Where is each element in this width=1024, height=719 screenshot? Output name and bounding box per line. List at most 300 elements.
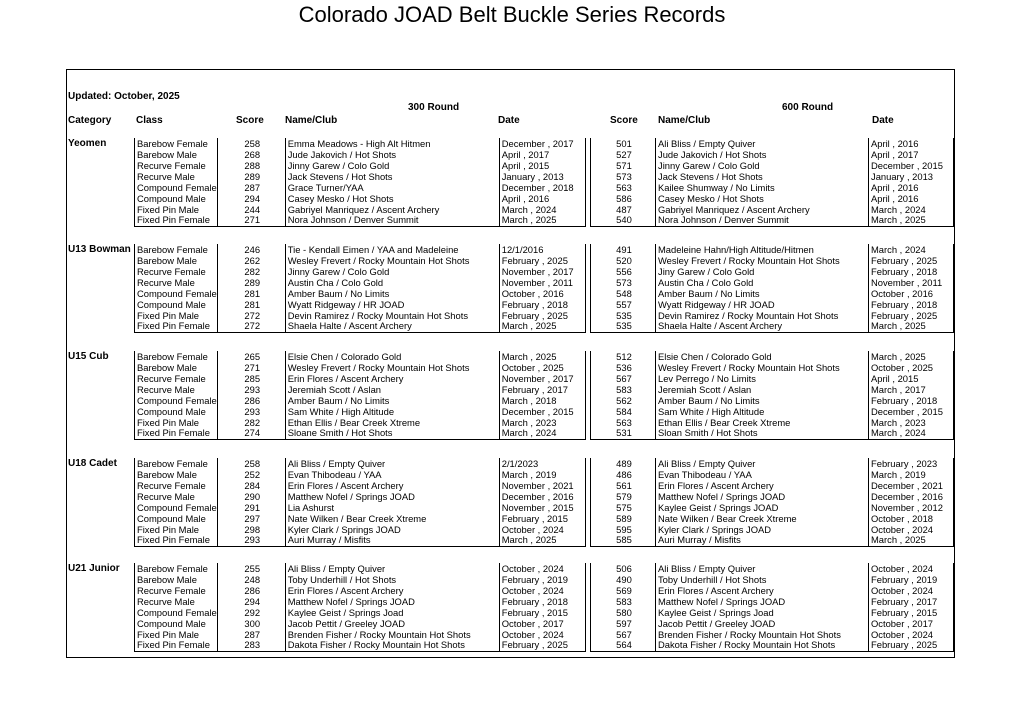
date-cell: March , 2025 — [499, 215, 585, 226]
name-club-cell: Toby Underhill / Hot Shots — [285, 574, 499, 585]
table-row — [135, 215, 586, 226]
score-cell: 575 — [591, 502, 656, 513]
class-cell: Compound Female — [135, 182, 218, 193]
table-row — [591, 255, 954, 266]
score-cell: 584 — [591, 406, 656, 417]
score-cell: 531 — [591, 428, 656, 439]
name-club-cell: Jude Jakovich / Hot Shots — [285, 149, 499, 160]
score-cell: 586 — [591, 193, 656, 204]
score-cell: 490 — [591, 574, 656, 585]
class-cell: Fixed Pin Female — [135, 215, 218, 226]
name-club-cell: Sloan Smith / Hot Shots — [656, 428, 869, 439]
table-row — [135, 244, 586, 255]
category-label: U21 Junior — [68, 563, 120, 574]
class-cell: Compound Male — [135, 406, 218, 417]
table-row — [591, 149, 954, 160]
name-club-cell: Casey Mesko / Hot Shots — [285, 193, 499, 204]
score-cell: 563 — [591, 417, 656, 428]
records-table-300 — [134, 138, 586, 227]
score-cell: 287 — [217, 182, 285, 193]
date-cell: October , 2017 — [499, 618, 585, 629]
class-cell: Compound Male — [135, 618, 218, 629]
score-cell: 265 — [217, 351, 285, 362]
date-cell: December , 2018 — [499, 182, 585, 193]
name-club-cell: Amber Baum / No Limits — [656, 395, 869, 406]
name-club-cell: Ali Bliss / Empty Quiver — [285, 458, 499, 469]
score-cell: 272 — [217, 321, 285, 332]
class-cell: Fixed Pin Male — [135, 417, 218, 428]
table-row — [135, 160, 586, 171]
date-cell: February , 2025 — [499, 640, 585, 651]
name-club-cell: Gabriyel Manriquez / Ascent Archery — [285, 204, 499, 215]
name-club-cell: Jack Stevens / Hot Shots — [656, 171, 869, 182]
name-club-cell: Jinny Garew / Colo Gold — [285, 160, 499, 171]
table-row — [591, 640, 954, 651]
name-club-cell: Wesley Frevert / Rocky Mountain Hot Shots — [285, 255, 499, 266]
date-cell: March , 2017 — [869, 384, 954, 395]
class-cell: Recurve Male — [135, 491, 218, 502]
table-row — [135, 288, 586, 299]
date-cell: April , 2017 — [499, 149, 585, 160]
date-cell: November , 2011 — [499, 277, 585, 288]
table-row — [591, 417, 954, 428]
score-cell: 536 — [591, 362, 656, 373]
table-row — [135, 596, 586, 607]
name-club-cell: Evan Thibodeau / YAA — [285, 469, 499, 480]
date-cell: March , 2024 — [869, 428, 954, 439]
date-cell: March , 2024 — [869, 244, 954, 255]
name-club-cell: Jacob Pettit / Greeley JOAD — [285, 618, 499, 629]
score-cell: 583 — [591, 384, 656, 395]
table-row — [591, 244, 954, 255]
header-name-300: Name/Club — [285, 115, 338, 126]
class-cell: Fixed Pin Female — [135, 321, 218, 332]
date-cell: March , 2025 — [869, 215, 954, 226]
table-row — [135, 640, 586, 651]
score-cell: 535 — [591, 310, 656, 321]
header-score-600: Score — [610, 115, 638, 126]
name-club-cell: Gabriyel Manriquez / Ascent Archery — [656, 204, 869, 215]
name-club-cell: Kailee Shumway / No Limits — [656, 182, 869, 193]
name-club-cell: Dakota Fisher / Rocky Mountain Hot Shots — [656, 640, 869, 651]
name-club-cell: Wesley Frevert / Rocky Mountain Hot Shots — [656, 255, 869, 266]
name-club-cell: Casey Mesko / Hot Shots — [656, 193, 869, 204]
score-cell: 268 — [217, 149, 285, 160]
name-club-cell: Nate Wilken / Bear Creek Xtreme — [656, 513, 869, 524]
class-cell: Recurve Male — [135, 384, 218, 395]
name-club-cell: Dakota Fisher / Rocky Mountain Hot Shots — [285, 640, 499, 651]
name-club-cell: Matthew Nofel / Springs JOAD — [656, 596, 869, 607]
score-cell: 289 — [217, 171, 285, 182]
name-club-cell: Emma Meadows - High Alt Hitmen — [285, 138, 499, 149]
table-row — [135, 171, 586, 182]
table-row — [135, 480, 586, 491]
score-cell: 288 — [217, 160, 285, 171]
table-row — [591, 469, 954, 480]
name-club-cell: Amber Baum / No Limits — [656, 288, 869, 299]
date-cell: January , 2013 — [499, 171, 585, 182]
name-club-cell: Erin Flores / Ascent Archery — [285, 373, 499, 384]
table-row — [591, 618, 954, 629]
date-cell: October , 2025 — [869, 362, 954, 373]
header-class: Class — [136, 115, 163, 126]
table-row — [591, 160, 954, 171]
records-table-600 — [590, 138, 954, 227]
score-cell: 491 — [591, 244, 656, 255]
date-cell: February , 2025 — [869, 310, 954, 321]
table-row — [591, 574, 954, 585]
date-cell: April , 2016 — [869, 193, 954, 204]
score-cell: 569 — [591, 585, 656, 596]
name-club-cell: Tie - Kendall Eimen / YAA and Madeleine — [285, 244, 499, 255]
name-club-cell: Kyler Clark / Springs JOAD — [656, 524, 869, 535]
score-cell: 274 — [217, 428, 285, 439]
score-cell: 597 — [591, 618, 656, 629]
class-cell: Fixed Pin Female — [135, 640, 218, 651]
score-cell: 290 — [217, 491, 285, 502]
score-cell: 244 — [217, 204, 285, 215]
date-cell: October , 2024 — [499, 585, 585, 596]
class-cell: Compound Male — [135, 299, 218, 310]
name-club-cell: Madeleine Hahn/High Altitude/Hitmen — [656, 244, 869, 255]
name-club-cell: Jacob Pettit / Greeley JOAD — [656, 618, 869, 629]
name-club-cell: Sam White / High Altitude — [285, 406, 499, 417]
date-cell: March , 2019 — [869, 469, 954, 480]
score-cell: 294 — [217, 193, 285, 204]
table-row — [135, 502, 586, 513]
score-cell: 252 — [217, 469, 285, 480]
score-cell: 571 — [591, 160, 656, 171]
date-cell: February , 2015 — [499, 607, 585, 618]
records-table-600 — [590, 244, 954, 333]
date-cell: March , 2024 — [869, 204, 954, 215]
table-row — [135, 138, 586, 149]
table-row — [591, 362, 954, 373]
table-row — [591, 563, 954, 574]
class-cell: Compound Female — [135, 502, 218, 513]
score-cell: 501 — [591, 138, 656, 149]
class-cell: Compound Male — [135, 193, 218, 204]
category-label: Yeomen — [68, 138, 107, 149]
date-cell: March , 2025 — [499, 321, 585, 332]
score-cell: 300 — [217, 618, 285, 629]
score-cell: 527 — [591, 149, 656, 160]
name-club-cell: Austin Cha / Colo Gold — [285, 277, 499, 288]
score-cell: 583 — [591, 596, 656, 607]
table-row — [135, 524, 586, 535]
name-club-cell: Sloane Smith / Hot Shots — [285, 428, 499, 439]
score-cell: 557 — [591, 299, 656, 310]
name-club-cell: Evan Thibodeau / YAA — [656, 469, 869, 480]
name-club-cell: Ali Bliss / Empty Quiver — [656, 138, 869, 149]
class-cell: Recurve Female — [135, 585, 218, 596]
table-row — [135, 321, 586, 332]
score-cell: 567 — [591, 373, 656, 384]
score-cell: 589 — [591, 513, 656, 524]
table-row — [135, 373, 586, 384]
score-cell: 564 — [591, 640, 656, 651]
name-club-cell: Devin Ramirez / Rocky Mountain Hot Shots — [656, 310, 869, 321]
class-cell: Fixed Pin Male — [135, 629, 218, 640]
score-cell: 283 — [217, 640, 285, 651]
table-row — [591, 171, 954, 182]
table-row — [591, 384, 954, 395]
date-cell: February , 2025 — [869, 640, 954, 651]
table-row — [135, 406, 586, 417]
table-row — [135, 585, 586, 596]
table-row — [135, 618, 586, 629]
score-cell: 258 — [217, 458, 285, 469]
class-cell: Fixed Pin Male — [135, 204, 218, 215]
date-cell: March , 2025 — [869, 535, 954, 546]
date-cell: October , 2024 — [869, 629, 954, 640]
name-club-cell: Ethan Ellis / Bear Creek Xtreme — [285, 417, 499, 428]
date-cell: April , 2017 — [869, 149, 954, 160]
table-row — [135, 417, 586, 428]
score-cell: 562 — [591, 395, 656, 406]
table-row — [591, 351, 954, 362]
date-cell: February , 2019 — [869, 574, 954, 585]
table-row — [591, 373, 954, 384]
category-label: U18 Cadet — [68, 458, 117, 469]
table-row — [135, 277, 586, 288]
table-row — [135, 362, 586, 373]
date-cell: October , 2025 — [499, 362, 585, 373]
name-club-cell: Wesley Frevert / Rocky Mountain Hot Shots — [285, 362, 499, 373]
score-cell: 535 — [591, 321, 656, 332]
table-row — [135, 491, 586, 502]
date-cell: November , 2021 — [499, 480, 585, 491]
table-row — [591, 266, 954, 277]
date-cell: February , 2018 — [499, 596, 585, 607]
table-row — [591, 182, 954, 193]
header-score-300: Score — [236, 115, 264, 126]
date-cell: February , 2025 — [499, 310, 585, 321]
name-club-cell: Brenden Fisher / Rocky Mountain Hot Shots — [285, 629, 499, 640]
name-club-cell: Nora Johnson / Denver Summit — [285, 215, 499, 226]
class-cell: Barebow Male — [135, 469, 218, 480]
score-cell: 298 — [217, 524, 285, 535]
score-cell: 556 — [591, 266, 656, 277]
class-cell: Recurve Male — [135, 171, 218, 182]
date-cell: April , 2015 — [499, 160, 585, 171]
class-cell: Barebow Male — [135, 362, 218, 373]
header-date-600: Date — [872, 115, 894, 126]
date-cell: December , 2021 — [869, 480, 954, 491]
date-cell: March , 2025 — [869, 321, 954, 332]
records-table-300 — [134, 351, 586, 440]
class-cell: Barebow Female — [135, 138, 218, 149]
score-cell: 540 — [591, 215, 656, 226]
name-club-cell: Amber Baum / No Limits — [285, 288, 499, 299]
name-club-cell: Kaylee Geist / Springs JOAD — [656, 502, 869, 513]
table-row — [591, 491, 954, 502]
score-cell: 563 — [591, 182, 656, 193]
updated-note: Updated: October, 2025 — [68, 91, 180, 102]
name-club-cell: Lia Ashurst — [285, 502, 499, 513]
score-cell: 573 — [591, 277, 656, 288]
name-club-cell: Matthew Nofel / Springs JOAD — [285, 491, 499, 502]
score-cell: 297 — [217, 513, 285, 524]
name-club-cell: Erin Flores / Ascent Archery — [285, 585, 499, 596]
class-cell: Compound Female — [135, 607, 218, 618]
class-cell: Barebow Male — [135, 255, 218, 266]
score-cell: 486 — [591, 469, 656, 480]
table-row — [591, 428, 954, 439]
name-club-cell: Ali Bliss / Empty Quiver — [285, 563, 499, 574]
records-table-600 — [590, 458, 954, 547]
name-club-cell: Grace Turner/YAA — [285, 182, 499, 193]
table-row — [591, 458, 954, 469]
name-club-cell: Shaela Halte / Ascent Archery — [285, 321, 499, 332]
score-cell: 246 — [217, 244, 285, 255]
name-club-cell: Ali Bliss / Empty Quiver — [656, 458, 869, 469]
date-cell: February , 2025 — [869, 255, 954, 266]
date-cell: November , 2015 — [499, 502, 585, 513]
table-row — [591, 502, 954, 513]
table-row — [591, 310, 954, 321]
name-club-cell: Matthew Nofel / Springs JOAD — [285, 596, 499, 607]
date-cell: October , 2017 — [869, 618, 954, 629]
name-club-cell: Erin Flores / Ascent Archery — [285, 480, 499, 491]
date-cell: February , 2018 — [869, 266, 954, 277]
table-row — [135, 193, 586, 204]
table-row — [135, 574, 586, 585]
date-cell: October , 2024 — [869, 524, 954, 535]
name-club-cell: Erin Flores / Ascent Archery — [656, 480, 869, 491]
table-row — [591, 596, 954, 607]
date-cell: February , 2015 — [869, 607, 954, 618]
table-row — [591, 629, 954, 640]
date-cell: February , 2018 — [499, 299, 585, 310]
date-cell: 2/1/2023 — [499, 458, 585, 469]
name-club-cell: Kaylee Geist / Springs Joad — [285, 607, 499, 618]
date-cell: October , 2024 — [869, 563, 954, 574]
name-club-cell: Brenden Fisher / Rocky Mountain Hot Shots — [656, 629, 869, 640]
date-cell: 12/1/2016 — [499, 244, 585, 255]
table-row — [591, 288, 954, 299]
date-cell: November , 2017 — [499, 266, 585, 277]
header-category: Category — [68, 115, 112, 126]
table-row — [135, 351, 586, 362]
score-cell: 255 — [217, 563, 285, 574]
date-cell: December , 2016 — [499, 491, 585, 502]
name-club-cell: Matthew Nofel / Springs JOAD — [656, 491, 869, 502]
name-club-cell: Kyler Clark / Springs JOAD — [285, 524, 499, 535]
date-cell: October , 2024 — [499, 524, 585, 535]
name-club-cell: Wyatt Ridgeway / HR JOAD — [285, 299, 499, 310]
score-cell: 285 — [217, 373, 285, 384]
table-row — [591, 204, 954, 215]
score-cell: 294 — [217, 596, 285, 607]
name-club-cell: Wesley Frevert / Rocky Mountain Hot Shots — [656, 362, 869, 373]
date-cell: March , 2025 — [869, 351, 954, 362]
class-cell: Fixed Pin Female — [135, 535, 218, 546]
table-row — [135, 607, 586, 618]
date-cell: February , 2015 — [499, 513, 585, 524]
date-cell: March , 2025 — [499, 351, 585, 362]
records-table-300 — [134, 244, 586, 333]
header-name-600: Name/Club — [658, 115, 711, 126]
score-cell: 506 — [591, 563, 656, 574]
name-club-cell: Jack Stevens / Hot Shots — [285, 171, 499, 182]
table-row — [135, 629, 586, 640]
date-cell: February , 2017 — [869, 596, 954, 607]
table-row — [135, 204, 586, 215]
table-row — [591, 193, 954, 204]
category-label: U15 Cub — [68, 351, 109, 362]
date-cell: April , 2015 — [869, 373, 954, 384]
date-cell: March , 2024 — [499, 428, 585, 439]
name-club-cell: Erin Flores / Ascent Archery — [656, 585, 869, 596]
table-row — [135, 255, 586, 266]
class-cell: Barebow Female — [135, 351, 218, 362]
date-cell: November , 2011 — [869, 277, 954, 288]
date-cell: April , 2016 — [499, 193, 585, 204]
table-row — [591, 321, 954, 332]
name-club-cell: Auri Murray / Misfits — [285, 535, 499, 546]
table-row — [591, 299, 954, 310]
class-cell: Compound Male — [135, 513, 218, 524]
class-cell: Fixed Pin Male — [135, 310, 218, 321]
date-cell: October , 2024 — [869, 585, 954, 596]
date-cell: October , 2024 — [499, 629, 585, 640]
date-cell: October , 2016 — [869, 288, 954, 299]
name-club-cell: Lev Perrego / No Limits — [656, 373, 869, 384]
score-cell: 292 — [217, 607, 285, 618]
score-cell: 512 — [591, 351, 656, 362]
table-row — [591, 524, 954, 535]
score-cell: 286 — [217, 395, 285, 406]
score-cell: 262 — [217, 255, 285, 266]
date-cell: February , 2025 — [499, 255, 585, 266]
date-cell: October , 2024 — [499, 563, 585, 574]
table-row — [135, 563, 586, 574]
name-club-cell: Kaylee Geist / Springs Joad — [656, 607, 869, 618]
name-club-cell: Elsie Chen / Colorado Gold — [656, 351, 869, 362]
class-cell: Compound Female — [135, 395, 218, 406]
table-row — [591, 513, 954, 524]
table-row — [135, 395, 586, 406]
table-row — [135, 310, 586, 321]
date-cell: March , 2024 — [499, 204, 585, 215]
table-row — [591, 406, 954, 417]
score-cell: 293 — [217, 535, 285, 546]
table-row — [591, 535, 954, 546]
date-cell: March , 2023 — [499, 417, 585, 428]
header-date-300: Date — [498, 115, 520, 126]
date-cell: March , 2018 — [499, 395, 585, 406]
score-cell: 282 — [217, 266, 285, 277]
date-cell: March , 2019 — [499, 469, 585, 480]
date-cell: February , 2023 — [869, 458, 954, 469]
table-row — [135, 513, 586, 524]
name-club-cell: Jude Jakovich / Hot Shots — [656, 149, 869, 160]
score-cell: 281 — [217, 288, 285, 299]
date-cell: March , 2025 — [499, 535, 585, 546]
records-table-600 — [590, 351, 954, 440]
score-cell: 487 — [591, 204, 656, 215]
name-club-cell: Auri Murray / Misfits — [656, 535, 869, 546]
table-row — [135, 266, 586, 277]
score-cell: 289 — [217, 277, 285, 288]
table-row — [591, 607, 954, 618]
category-label: U13 Bowman — [68, 244, 131, 255]
name-club-cell: Jiny Garew / Colo Gold — [656, 266, 869, 277]
class-cell: Barebow Male — [135, 149, 218, 160]
page-title: Colorado JOAD Belt Buckle Series Records — [298, 2, 726, 27]
class-cell: Fixed Pin Female — [135, 428, 218, 439]
